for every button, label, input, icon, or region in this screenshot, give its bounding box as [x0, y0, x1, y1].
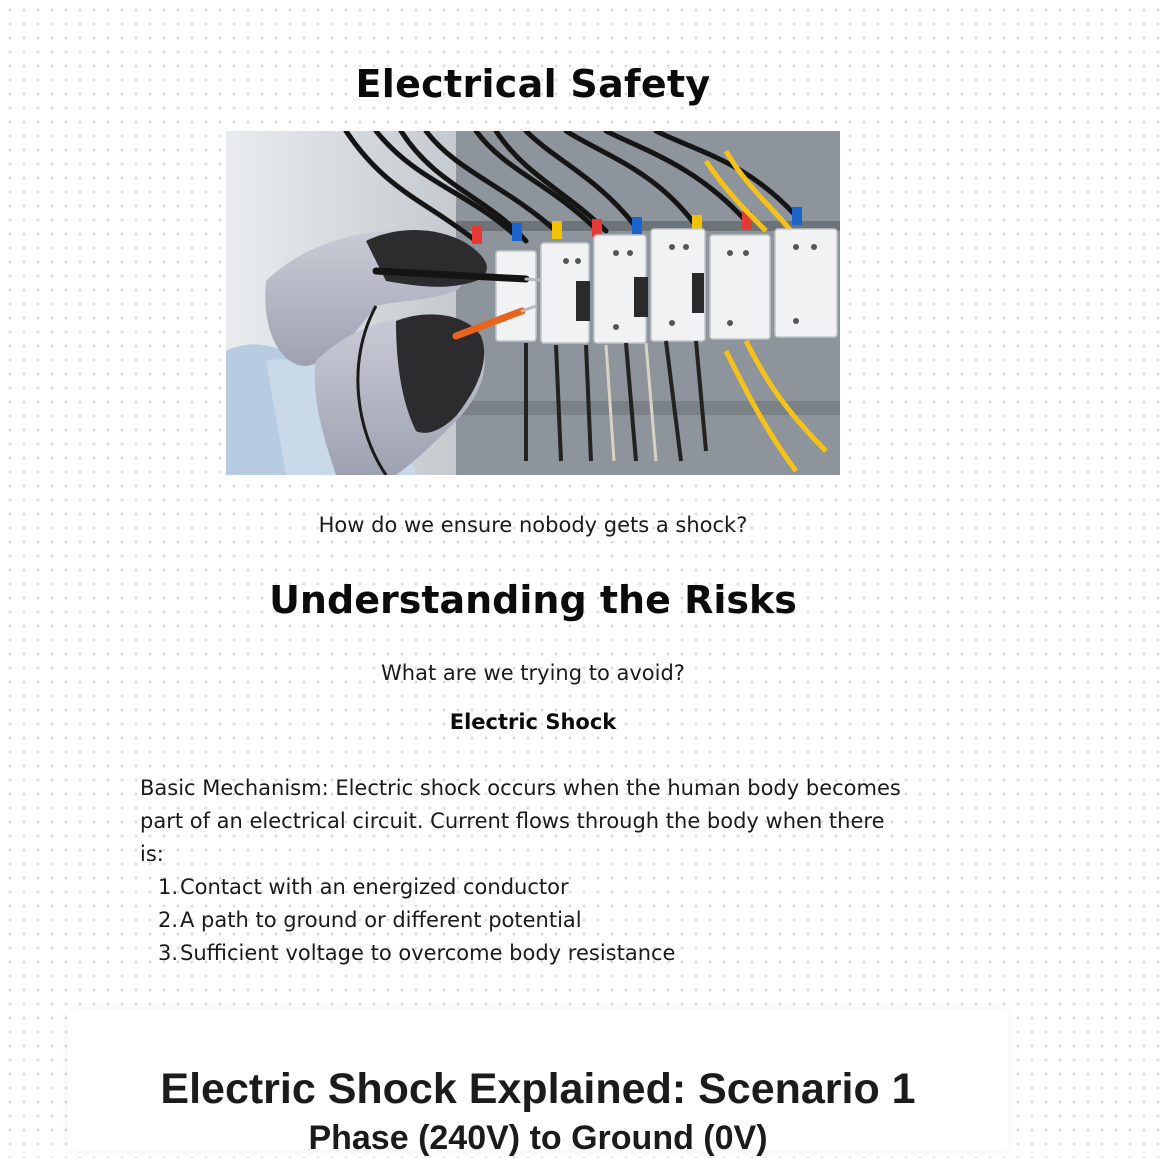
- hero-caption: How do we ensure nobody gets a shock?: [318, 513, 748, 537]
- list-item-number: 2.: [157, 908, 178, 932]
- list-item-number: 3.: [157, 941, 178, 965]
- page-title: Electrical Safety: [355, 62, 711, 106]
- slide-title: Electric Shock Explained: Scenario 1: [160, 1065, 916, 1113]
- conditions-list: [140, 871, 910, 970]
- mechanism-paragraph: Basic Mechanism: Electric shock occurs when the human body becomes part of an electrical circuit. Current flows through the body when there is:: [140, 776, 901, 866]
- slide-subtitle: Phase (240V) to Ground (0V): [308, 1119, 768, 1157]
- list-item-text: A path to ground or different potential: [180, 908, 582, 932]
- hero-image: [226, 131, 840, 475]
- list-item-text: Sufficient voltage to overcome body resistance: [180, 941, 676, 965]
- section-heading: Understanding the Risks: [269, 578, 797, 622]
- electrician-testing-panel-icon: [226, 131, 840, 475]
- list-item-text: Contact with an energized conductor: [180, 875, 569, 899]
- list-item: [140, 904, 910, 937]
- scenario-slide: [68, 1010, 1008, 1157]
- list-item-number: 1.: [157, 875, 178, 899]
- list-item: [140, 937, 910, 970]
- section-question: What are we trying to avoid?: [381, 661, 685, 685]
- list-item: [140, 871, 910, 904]
- topic-heading: Electric Shock: [449, 710, 617, 734]
